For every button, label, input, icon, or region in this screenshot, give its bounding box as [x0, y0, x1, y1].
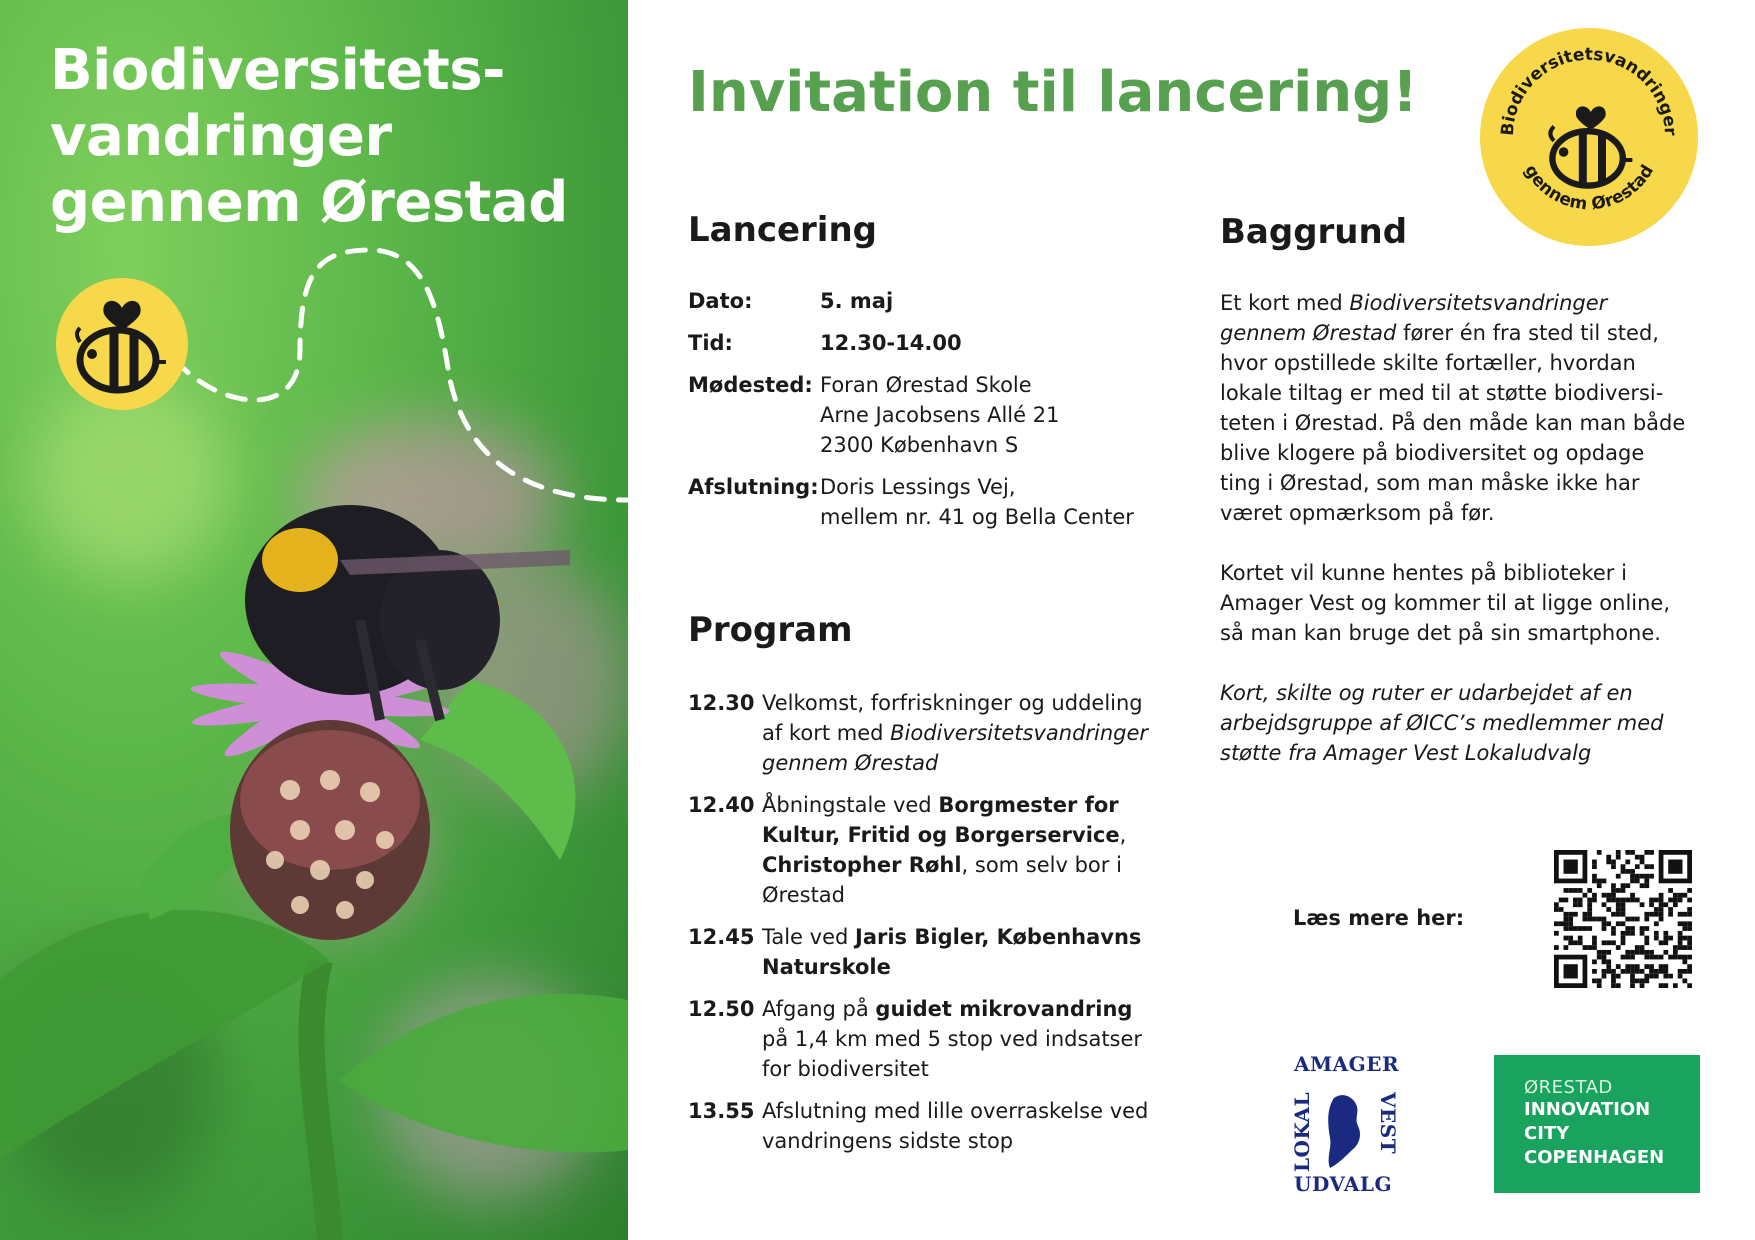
- program-time: 12.30: [688, 691, 755, 715]
- text-run: Christopher Røhl: [762, 853, 962, 877]
- detail-value-line: Arne Jacobsens Allé 21: [820, 403, 1060, 427]
- detail-label: Mødested:: [688, 373, 813, 397]
- baggrund-text: [1220, 288, 1690, 798]
- lancering-details: [688, 286, 1134, 544]
- logo-text: CITY: [1524, 1123, 1570, 1144]
- detail-row: [688, 328, 1134, 358]
- detail-value: [820, 286, 893, 316]
- detail-row: [688, 472, 1134, 532]
- orestad-innovation-city-logo: [1494, 1055, 1700, 1193]
- amager-vest-lokaludvalg-logo: [1290, 1052, 1406, 1196]
- text-run: , som selv bor i Ørestad: [762, 853, 1122, 907]
- program-time: 12.45: [688, 925, 755, 949]
- program-item: [688, 994, 1158, 1084]
- program-time: 12.50: [688, 997, 755, 1021]
- text-run: Afslutning med lille overraskelse ved vandringens sidste stop: [762, 1099, 1149, 1153]
- baggrund-paragraph: Kortet vil kunne hentes på biblioteker i Amager Vest og kommer til at ligge online, så man kan bruge det på sin smartphone.: [1220, 561, 1671, 645]
- program-description: [762, 994, 1158, 1084]
- poster-title-line: vandringer: [50, 104, 392, 169]
- program-time: 12.40: [688, 793, 755, 817]
- hero-photo: [0, 0, 628, 1240]
- lancering-heading: Lancering: [688, 210, 877, 250]
- invitation-headline: Invitation til lancering!: [688, 60, 1418, 125]
- text-run: Biodiversitetsvandringer gennem Ørestad: [762, 721, 1149, 775]
- detail-value: [820, 472, 1134, 532]
- logo-text: VEST: [1376, 1092, 1400, 1155]
- program-item: [688, 790, 1158, 910]
- detail-value-line: mellem nr. 41 og Bella Center: [820, 505, 1134, 529]
- program-description: [762, 1096, 1158, 1156]
- detail-value-line: 5. maj: [820, 289, 894, 313]
- program-time: 13.55: [688, 1099, 755, 1123]
- text-run: guidet mikrovandring: [875, 997, 1133, 1021]
- text-run: fører én fra sted til sted, hvor opstillede skilte fortæller, hvordan lokale tiltag er med til at støtte biodiversiteten i Ørestad. På den måde kan man både blive klogere på biodiversitet og opdage ting i Ørestad, som man måske ikke har været opmærksom på før.: [1220, 321, 1686, 525]
- logo-text: INNOVATION: [1524, 1099, 1651, 1120]
- text-run: Et kort med: [1220, 291, 1350, 315]
- logo-text: ØRESTAD: [1524, 1077, 1613, 1098]
- baggrund-heading: Baggrund: [1220, 212, 1408, 252]
- detail-value-line: 12.30-14.00: [820, 331, 962, 355]
- program-item: [688, 922, 1158, 982]
- detail-value: [820, 370, 1059, 460]
- poster-title: [50, 38, 568, 236]
- credit-text: Kort, skilte og ruter er udarbejdet af en arbejdsgruppe af ØICC’s medlemmer med støtte fra Amager Vest Lokaludvalg: [1220, 681, 1664, 765]
- detail-label: Afslutning:: [688, 475, 819, 499]
- detail-value: [820, 328, 962, 358]
- text-run: Velkomst, forfriskninger og uddeling af kort med: [762, 691, 1143, 745]
- program-description: [762, 790, 1158, 910]
- badge-text-bottom: gennem Ørestad: [1520, 161, 1658, 215]
- program-item: [688, 1096, 1158, 1156]
- program-description: [762, 688, 1158, 778]
- poster-title-line: Biodiversitets-: [50, 38, 505, 103]
- logo-text: UDVALG: [1294, 1172, 1393, 1196]
- bee-logo-badge: [1480, 28, 1698, 246]
- poster-title-line: gennem Ørestad: [50, 170, 568, 235]
- badge-text-top: Biodiversitetsvandringer: [1497, 44, 1681, 137]
- bee-icon: [56, 278, 188, 410]
- program-heading: Program: [688, 610, 853, 650]
- text-run: på 1,4 km med 5 stop ved indsatser for biodiversitet: [762, 1027, 1143, 1081]
- text-run: Borgmester for Kultur, Fritid og Borgerservice: [762, 793, 1120, 847]
- baggrund-paragraph: [1220, 288, 1690, 528]
- logo-text: COPENHAGEN: [1524, 1147, 1665, 1168]
- detail-value-line: 2300 København S: [820, 433, 1019, 457]
- program-item: [688, 688, 1158, 778]
- detail-row: [688, 286, 1134, 316]
- logo-text: AMAGER: [1294, 1052, 1400, 1076]
- program-description: [762, 922, 1158, 982]
- text-run: Åbningstale ved: [762, 793, 939, 817]
- text-run: Jaris Bigler, Københavns Naturskole: [762, 925, 1142, 979]
- logo-text: LOKAL: [1290, 1091, 1314, 1172]
- detail-label: Tid:: [688, 331, 733, 355]
- bee-logo-small: [56, 278, 188, 410]
- amager-island-icon: [1290, 1052, 1406, 1196]
- detail-value-line: Doris Lessings Vej,: [820, 475, 1016, 499]
- text-run: ,: [1119, 823, 1127, 847]
- text-run: Biodiversitetsvandringer gennem Ørestad: [1220, 291, 1608, 345]
- bee-badge-icon: [1480, 28, 1698, 246]
- program-list: [688, 688, 1158, 1168]
- detail-label: Dato:: [688, 289, 753, 313]
- detail-row: [688, 370, 1134, 460]
- detail-value-line: Foran Ørestad Skole: [820, 373, 1032, 397]
- qr-code[interactable]: [1554, 850, 1692, 988]
- text-run: Tale ved: [762, 925, 856, 949]
- text-run: Afgang på: [762, 997, 876, 1021]
- read-more-label: Læs mere her:: [1293, 906, 1465, 930]
